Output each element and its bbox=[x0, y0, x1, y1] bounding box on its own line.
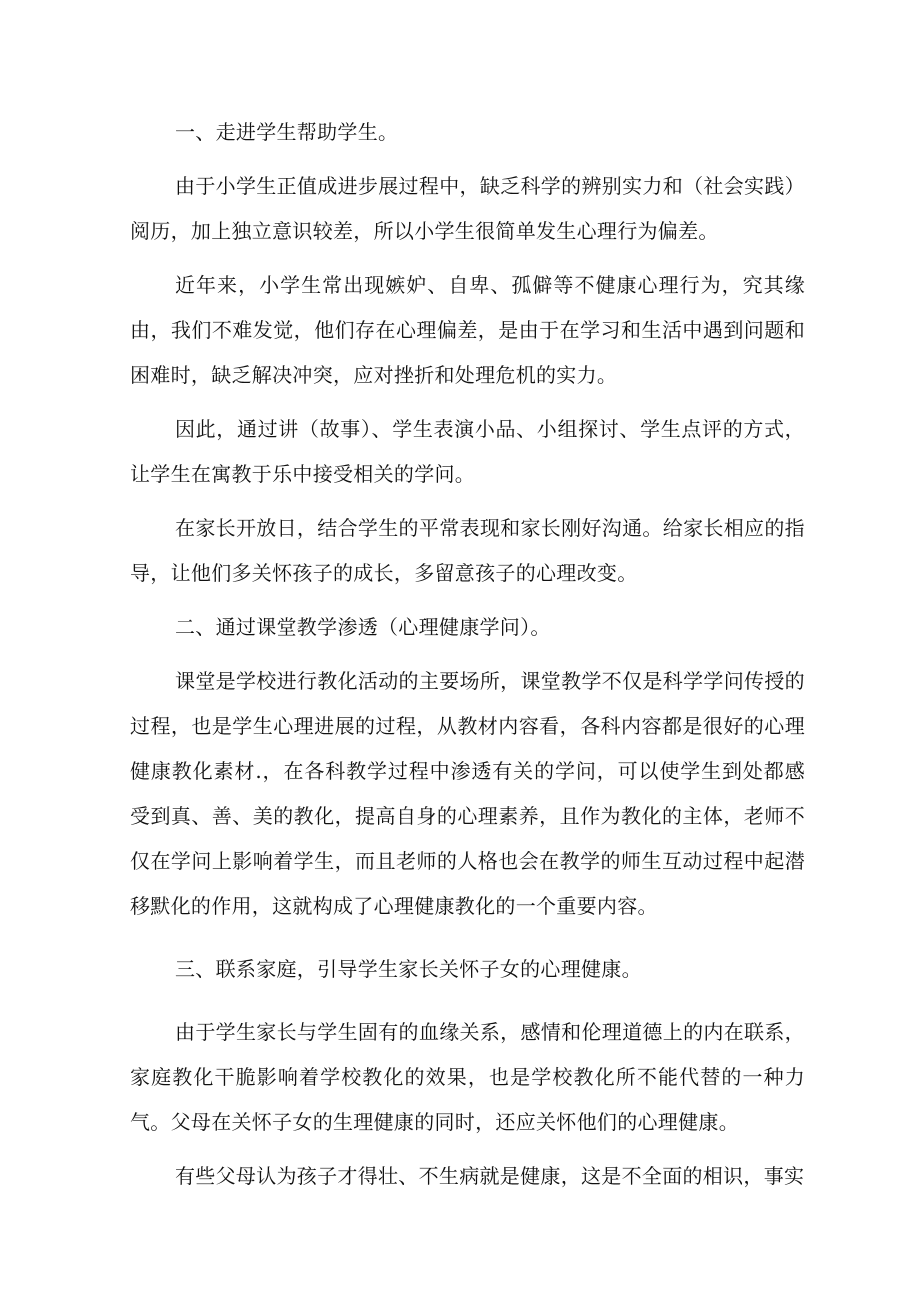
paragraph: 由于小学生正值成进步展过程中，缺乏科学的辨别实力和（社会实践）阅历，加上独立意识较差，所以小学生很简单发生心理行为偏差。 bbox=[130, 174, 805, 243]
document-body bbox=[130, 110, 805, 1208]
paragraph: 因此，通过讲（故事）、学生表演小品、小组探讨、学生点评的方式，让学生在寓教于乐中接受相关的学问。 bbox=[130, 417, 805, 486]
paragraph: 由于学生家长与学生固有的血缘关系，感情和伦理道德上的内在联系，家庭教化干脆影响着学校教化的效果，也是学校教化所不能代替的一种力气。父母在关怀子女的生理健康的同时，还应关怀他们的心理健康。 bbox=[130, 1020, 805, 1134]
section-heading-3: 三、联系家庭，引导学生家长关怀子女的心理健康。 bbox=[175, 957, 642, 981]
paragraph: 有些父母认为孩子才得壮、不生病就是健康，这是不全面的相识，事实 bbox=[175, 1164, 805, 1188]
paragraph: 近年来，小学生常出现嫉妒、自卑、孤僻等不健康心理行为，究其缘由，我们不难发觉，他们存在心理偏差，是由于在学习和生活中遇到问题和困难时，缺乏解决冲突，应对挫折和处理危机的实力。 bbox=[130, 273, 805, 387]
section-heading-2: 二、通过课堂教学渗透（心理健康学问）。 bbox=[175, 615, 551, 639]
paragraph: 课堂是学校进行教化活动的主要场所，课堂教学不仅是科学学问传授的过程，也是学生心理进展的过程，从教材内容看，各科内容都是很好的心理健康教化素材.，在各科教学过程中渗透有关的学问，可以使学生到处都感受到真、善、美的教化，提高自身的心理素养，且作为教化的主体，老师不仅在学问上影响着学生，而且老师的人格也会在教学的师生互动过程中起潜移默化的作用，这就构成了心理健康教化的一个重要内容。 bbox=[130, 669, 805, 918]
paragraph: 在家长开放日，结合学生的平常表现和家长刚好沟通。给家长相应的指导，让他们多关怀孩子的成长，多留意孩子的心理改变。 bbox=[130, 516, 805, 585]
section-heading-1: 一、走进学生帮助学生。 bbox=[175, 120, 399, 144]
